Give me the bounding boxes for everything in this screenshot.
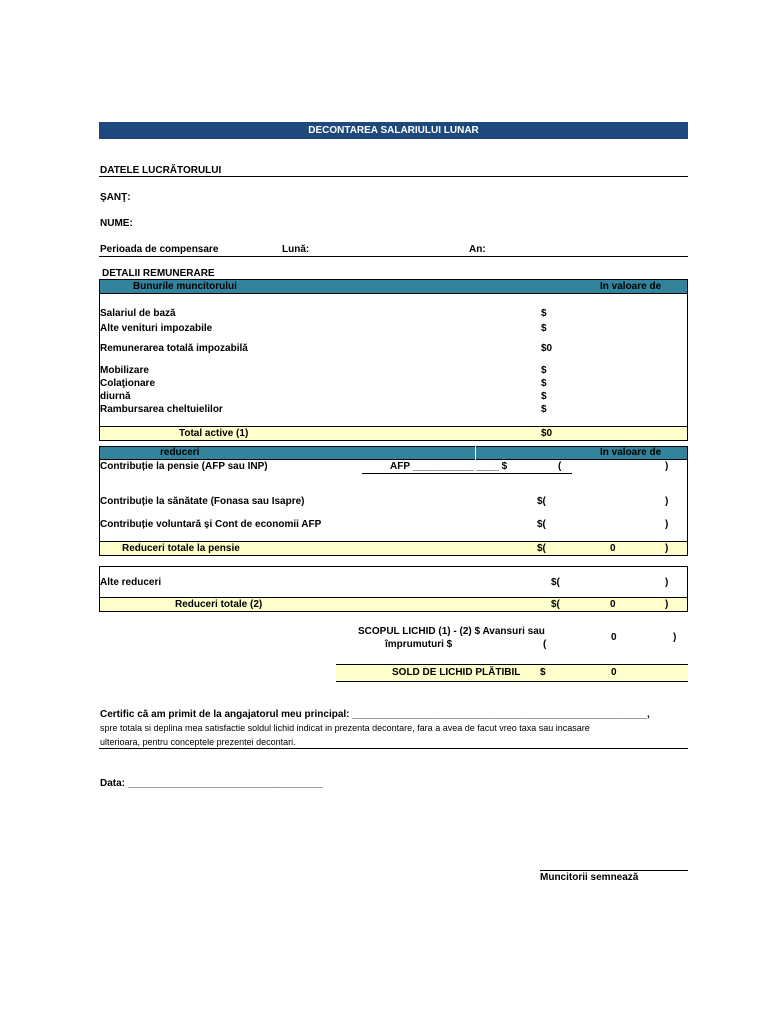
liquid-open: (: [543, 639, 547, 650]
diurna-label: diurnă: [100, 391, 131, 402]
voluntary-close: ): [665, 519, 669, 530]
other-deductions-open: $(: [551, 577, 560, 588]
assets-box: [99, 279, 688, 441]
assets-value-header: In valoare de: [600, 281, 662, 292]
pension-label: Contribuție la pensie (AFP sau INP): [100, 461, 268, 472]
month-label: Lună:: [282, 244, 310, 255]
payable-label: SOLD DE LICHID PLĂTIBIL: [392, 667, 521, 678]
colationare-value: $: [541, 378, 547, 389]
period-rule: [99, 256, 688, 257]
total-deductions-open: $(: [551, 599, 560, 610]
voluntary-label: Contribuție voluntară și Cont de economii AFP: [100, 519, 322, 530]
date-field: Data: ___________________________________: [100, 778, 323, 789]
sant-label: ŞANŢ:: [100, 192, 131, 203]
certification-line1: Certific că am primit de la angajatorul meu principal: _____________________________________________________,: [100, 709, 650, 720]
pension-rule: [362, 473, 572, 474]
total-taxable-value: $0: [541, 343, 553, 354]
total-pension-label: Reduceri totale la pensie: [122, 543, 240, 554]
voluntary-open: $(: [537, 519, 546, 530]
certification-line2: spre totala si deplina mea satisfactie soldul lichid indicat in prezenta decontare, fara a avea de facut vreo taxa sau incasare: [100, 723, 590, 733]
total-deductions-label: Reduceri totale (2): [175, 599, 263, 610]
signature-label: Muncitorii semnează: [540, 872, 639, 883]
other-deductions-close: ): [665, 577, 669, 588]
total-pension-open: $(: [537, 543, 546, 554]
payable-currency: $: [540, 667, 546, 678]
other-income-label: Alte venituri impozabile: [100, 323, 213, 334]
rambursare-label: Rambursarea cheltuielilor: [100, 404, 223, 415]
pension-afp: AFP ___________ ____ $: [390, 461, 508, 472]
total-active-value: $0: [541, 428, 553, 439]
health-label: Contribuție la sănătate (Fonasa sau Isapre): [100, 496, 305, 507]
base-salary-label: Salariul de bază: [100, 308, 176, 319]
signature-line: [540, 870, 688, 871]
base-salary-value: $: [541, 308, 547, 319]
form-title: DECONTAREA SALARIULUI LUNAR: [99, 122, 688, 139]
other-deductions-label: Alte reduceri: [100, 577, 162, 588]
liquid-value: 0: [611, 632, 617, 643]
deductions-value-header: In valoare de: [600, 447, 662, 458]
certification-line3: ulterioara, pentru conceptele prezentei decontari.: [100, 737, 296, 747]
mobilizare-label: Mobilizare: [100, 365, 149, 376]
other-income-value: $: [541, 323, 547, 334]
period-label: Perioada de compensare: [100, 244, 219, 255]
deductions-header-divider: [475, 446, 476, 460]
total-pension-close: ): [665, 543, 669, 554]
diurna-value: $: [541, 391, 547, 402]
pension-open: (: [558, 461, 562, 472]
year-label: An:: [469, 244, 486, 255]
nume-label: NUME:: [100, 218, 133, 229]
details-heading: DETALII REMUNERARE: [102, 268, 215, 279]
payable-value: 0: [611, 667, 617, 678]
liquid-line2: împrumuturi $: [385, 639, 453, 650]
deductions-header: reduceri: [160, 447, 200, 458]
pension-close: ): [665, 461, 669, 472]
health-close: ): [665, 496, 669, 507]
health-open: $(: [537, 496, 546, 507]
worker-heading: DATELE LUCRĂTORULUI: [100, 165, 222, 176]
colationare-label: Colaţionare: [100, 378, 156, 389]
worker-heading-rule: [99, 176, 688, 177]
total-pension-value: 0: [610, 543, 616, 554]
rambursare-value: $: [541, 404, 547, 415]
certification-rule: [99, 748, 688, 749]
liquid-close: ): [673, 632, 677, 643]
liquid-line1: SCOPUL LICHID (1) - (2) $ Avansuri sau: [358, 626, 545, 637]
assets-header: Bunurile muncitorului: [133, 281, 237, 292]
mobilizare-value: $: [541, 365, 547, 376]
total-active-label: Total active (1): [179, 428, 249, 439]
total-deductions-close: ): [665, 599, 669, 610]
total-deductions-value: 0: [610, 599, 616, 610]
total-taxable-label: Remunerarea totală impozabilă: [100, 343, 248, 354]
